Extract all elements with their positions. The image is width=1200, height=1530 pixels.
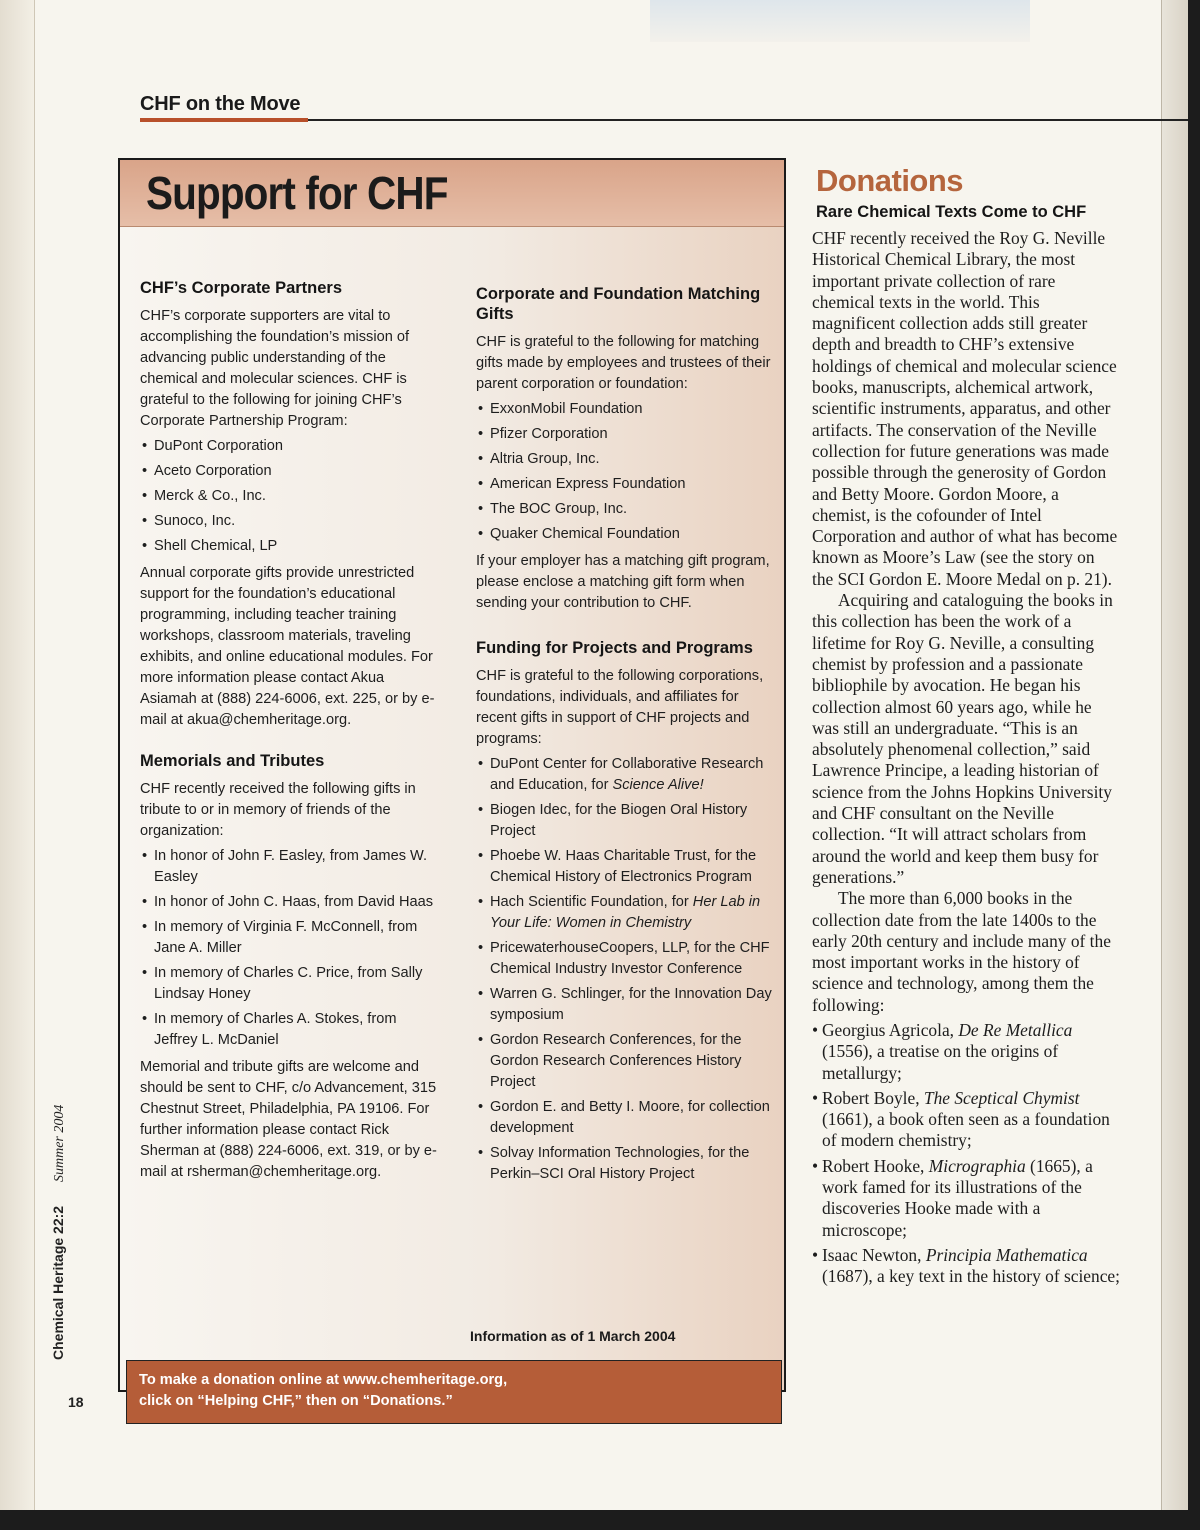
page-number: 18	[68, 1394, 84, 1410]
section-header: CHF on the Move	[140, 93, 301, 115]
article-paragraph: The more than 6,000 books in the collection date from the late 1400s to the early 20th century and include many of the most important works in the history of science and technology, among them the following:	[812, 888, 1111, 1015]
matching-heading: Corporate and Foundation Matching Gifts	[476, 285, 761, 323]
funding-list	[476, 754, 774, 1185]
list-item: • Phoebe W. Haas Charitable Trust, for the Chemical History of Electronics Program	[476, 846, 774, 888]
list-item: • Biogen Idec, for the Biogen Oral History Project	[476, 800, 774, 842]
donations-heading: Donations	[816, 163, 964, 198]
matching-intro: CHF is grateful to the following for matching gifts made by employees and trustees of their parent corporation or foundation:	[476, 334, 771, 392]
list-item: • In memory of Charles A. Stokes, from Jeffrey L. McDaniel	[140, 1009, 440, 1051]
list-item: • In honor of John F. Easley, from James W. Easley	[140, 846, 440, 888]
memorials-outro: Memorial and tribute gifts are welcome and should be sent to CHF, c/o Advancement, 315 Chestnut Street, Philadelphia, PA 19106. For further information please contact Rick Sherman at (888) 224-6006, ext. 319, or by e-mail at rsherman@chemheritage.org.	[140, 1059, 437, 1180]
matching-list	[476, 399, 774, 545]
left-column	[140, 278, 440, 1187]
list-item: • In memory of Charles C. Price, from Sally Lindsay Honey	[140, 963, 440, 1005]
memorials-list	[140, 846, 440, 1051]
bleed-through-area	[650, 0, 1030, 42]
donations-article	[812, 228, 1120, 1288]
list-item: • American Express Foundation	[476, 474, 774, 495]
binding-edge	[0, 0, 35, 1510]
journal-name: Chemical Heritage 22:2	[50, 1205, 66, 1360]
list-item: • Shell Chemical, LP	[140, 536, 440, 557]
article-paragraph: CHF recently received the Roy G. Neville Historical Chemical Library, the most important private collection of rare chemical texts in the world. This magnificent collection adds still greater depth and breadth to CHF’s extensive holdings of chemical and molecular science books, manuscripts, alchemical artwork, scientific instruments, apparatus, and other artifacts. The conservation of the Neville collection for future generations was made possible through the generosity of Gordon and Betty Moore. Gordon Moore, a chemist, is the cofounder of Intel Corporation and author of what has become known as Moore’s Law (see the story on the SCI Gordon E. Moore Medal on p. 21).	[812, 228, 1118, 589]
funding-heading: Funding for Projects and Programs	[476, 639, 753, 657]
funding-intro: CHF is grateful to the following corporations, foundations, individuals, and affiliates for recent gifts in support of CHF projects and programs:	[476, 668, 764, 747]
title-band	[120, 160, 784, 227]
list-item: • Hach Scientific Foundation, for Her Lab in Your Life: Women in Chemistry	[476, 892, 774, 934]
list-item: • Georgius Agricola, De Re Metallica (1556), a treatise on the origins of metallurgy;	[812, 1020, 1120, 1084]
memorials-intro: CHF recently received the following gifts in tribute to or in memory of friends of the organization:	[140, 781, 416, 839]
section-header-underline	[140, 118, 308, 122]
list-item: • Isaac Newton, Principia Mathematica (1687), a key text in the history of science;	[812, 1245, 1120, 1288]
list-item: • Altria Group, Inc.	[476, 449, 774, 470]
right-column	[476, 284, 774, 1191]
list-item: • Solvay Information Technologies, for the Perkin–SCI Oral History Project	[476, 1143, 774, 1185]
info-date: Information as of 1 March 2004	[470, 1328, 676, 1344]
cta-line-1: To make a donation online at www.chemheritage.org,	[139, 1372, 508, 1388]
list-item: • In honor of John C. Haas, from David Haas	[140, 892, 440, 913]
issue-season: Summer 2004	[52, 1104, 67, 1183]
list-item: • ExxonMobil Foundation	[476, 399, 774, 420]
list-item: • Pfizer Corporation	[476, 424, 774, 445]
list-item: • PricewaterhouseCoopers, LLP, for the CHF Chemical Industry Investor Conference	[476, 938, 774, 980]
cta-line-2: click on “Helping CHF,” then on “Donations.”	[139, 1393, 453, 1409]
matching-outro: If your employer has a matching gift program, please enclose a matching gift form when sending your contribution to CHF.	[476, 553, 770, 611]
box-title: Support for CHF	[146, 167, 448, 219]
list-item: • Sunoco, Inc.	[140, 511, 440, 532]
list-item: • The BOC Group, Inc.	[476, 499, 774, 520]
list-item: • Warren G. Schlinger, for the Innovation Day symposium	[476, 984, 774, 1026]
support-box	[118, 158, 786, 1409]
list-item: • Quaker Chemical Foundation	[476, 524, 774, 545]
list-item: • Robert Hooke, Micrographia (1665), a work famed for its illustrations of the discoveries Hooke made with a microscope;	[812, 1156, 1120, 1241]
partners-intro: CHF’s corporate supporters are vital to accomplishing the foundation’s mission of advancing public understanding of the chemical and molecular sciences. CHF is grateful to the following for joining CHF’s Corporate Partnership Program:	[140, 308, 410, 429]
partners-list	[140, 436, 440, 557]
list-item: • DuPont Center for Collaborative Research and Education, for Science Alive!	[476, 754, 774, 796]
list-item: • Gordon E. and Betty I. Moore, for collection development	[476, 1097, 774, 1139]
list-item: • DuPont Corporation	[140, 436, 440, 457]
list-item: • Aceto Corporation	[140, 461, 440, 482]
donations-subheading: Rare Chemical Texts Come to CHF	[816, 203, 1087, 221]
books-list	[812, 1020, 1120, 1288]
header-rule	[308, 119, 1188, 121]
donation-cta-banner	[126, 1360, 782, 1424]
list-item: • Robert Boyle, The Sceptical Chymist (1661), a book often seen as a foundation of modern chemistry;	[812, 1088, 1120, 1152]
running-footer	[50, 1070, 92, 1360]
list-item: • In memory of Virginia F. McConnell, from Jane A. Miller	[140, 917, 440, 959]
memorials-heading: Memorials and Tributes	[140, 752, 325, 770]
list-item: • Gordon Research Conferences, for the Gordon Research Conferences History Project	[476, 1030, 774, 1093]
partners-heading: CHF’s Corporate Partners	[140, 279, 343, 297]
partners-outro: Annual corporate gifts provide unrestricted support for the foundation’s educational programming, including teacher training workshops, classroom materials, traveling exhibits, and online educational modules. For more information please contact Akua Asiamah at (888) 224-6006, ext. 225, or by e-mail at akua@chemheritage.org.	[140, 565, 435, 728]
next-page-edge	[1161, 0, 1188, 1510]
article-paragraph: Acquiring and cataloguing the books in this collection has been the work of a lifetime for Roy G. Neville, a consulting chemist by profession and a passionate bibliophile by avocation. He began his collection almost 60 years ago, while he was still an undergraduate. “This is an absolutely phenomenal collection,” said Lawrence Principe, a leading historian of science from the Johns Hopkins University and CHF consultant on the Neville collection. “It will attract scholars from around the world and keep them busy for generations.”	[812, 590, 1113, 887]
list-item: • Merck & Co., Inc.	[140, 486, 440, 507]
